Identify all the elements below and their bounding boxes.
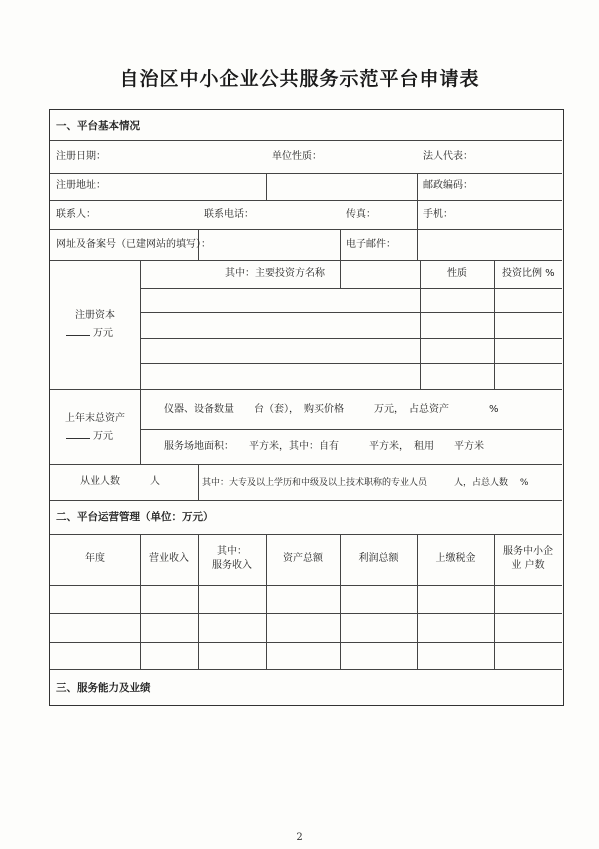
section2-heading: 二、平台运营管理（单位：万元）: [56, 511, 214, 523]
application-form-table: [49, 109, 564, 706]
phone-label: 联系电话：: [204, 209, 254, 220]
legal-rep-label: 法人代表：: [423, 151, 473, 162]
fax-label: 传真：: [346, 209, 376, 220]
reg-capital-unit: 万元: [93, 328, 113, 339]
blank-underline: [66, 326, 90, 336]
floor-area-line: 服务场地面积： 平方米，其中：自有 平方米， 租用 平方米: [164, 441, 484, 452]
contact-label: 联系人：: [56, 209, 96, 220]
nature-header: 性质: [447, 268, 467, 279]
total-assets-unit: 万元: [93, 431, 113, 442]
reg-address-label: 注册地址：: [56, 180, 106, 191]
employees-label: 从业人数 人: [80, 476, 160, 487]
ratio-header: 投资比例 %: [502, 268, 555, 279]
investor-header: 其中：主要投资方名称: [225, 268, 325, 279]
staff-note: 其中：大专及以上学历和中级及以上技术职称的专业人员 人，占总人数 %: [202, 478, 529, 488]
blank-underline: [66, 429, 90, 439]
section3-heading: 三、服务能力及业绩: [56, 682, 151, 694]
email-label: 电子邮件：: [346, 239, 396, 250]
col-sme-2: 业 户数: [511, 560, 545, 571]
col-service-income-1: 其中：: [217, 546, 247, 557]
col-revenue: 营业收入: [149, 553, 189, 564]
page-number: 2: [296, 832, 303, 843]
form-title: 自治区中小企业公共服务示范平台申请表: [119, 68, 480, 90]
reg-date-label: 注册日期：: [56, 151, 106, 162]
col-tax: 上缴税金: [435, 553, 476, 564]
section1-heading: 一、平台基本情况: [56, 120, 140, 132]
col-total-assets: 资产总额: [283, 553, 323, 564]
mobile-label: 手机：: [423, 209, 453, 220]
col-profit: 利润总额: [358, 553, 399, 564]
col-service-income-2: 服务收入: [212, 560, 252, 571]
postcode-label: 邮政编码：: [423, 180, 473, 191]
col-sme-1: 服务中小企: [503, 546, 553, 557]
col-year: 年度: [85, 553, 105, 564]
unit-nature-label: 单位性质：: [272, 151, 322, 162]
reg-capital-unit-line: [66, 326, 113, 340]
total-assets-label: 上年末总资产: [65, 413, 125, 424]
total-assets-unit-line: [66, 429, 113, 443]
reg-capital-label: 注册资本: [75, 310, 115, 321]
website-label: 网址及备案号（已建网站的填写）：: [56, 239, 211, 250]
equipment-line: 仪器、设备数量 台（套）， 购买价格 万元， 占总资产 %: [164, 404, 499, 415]
